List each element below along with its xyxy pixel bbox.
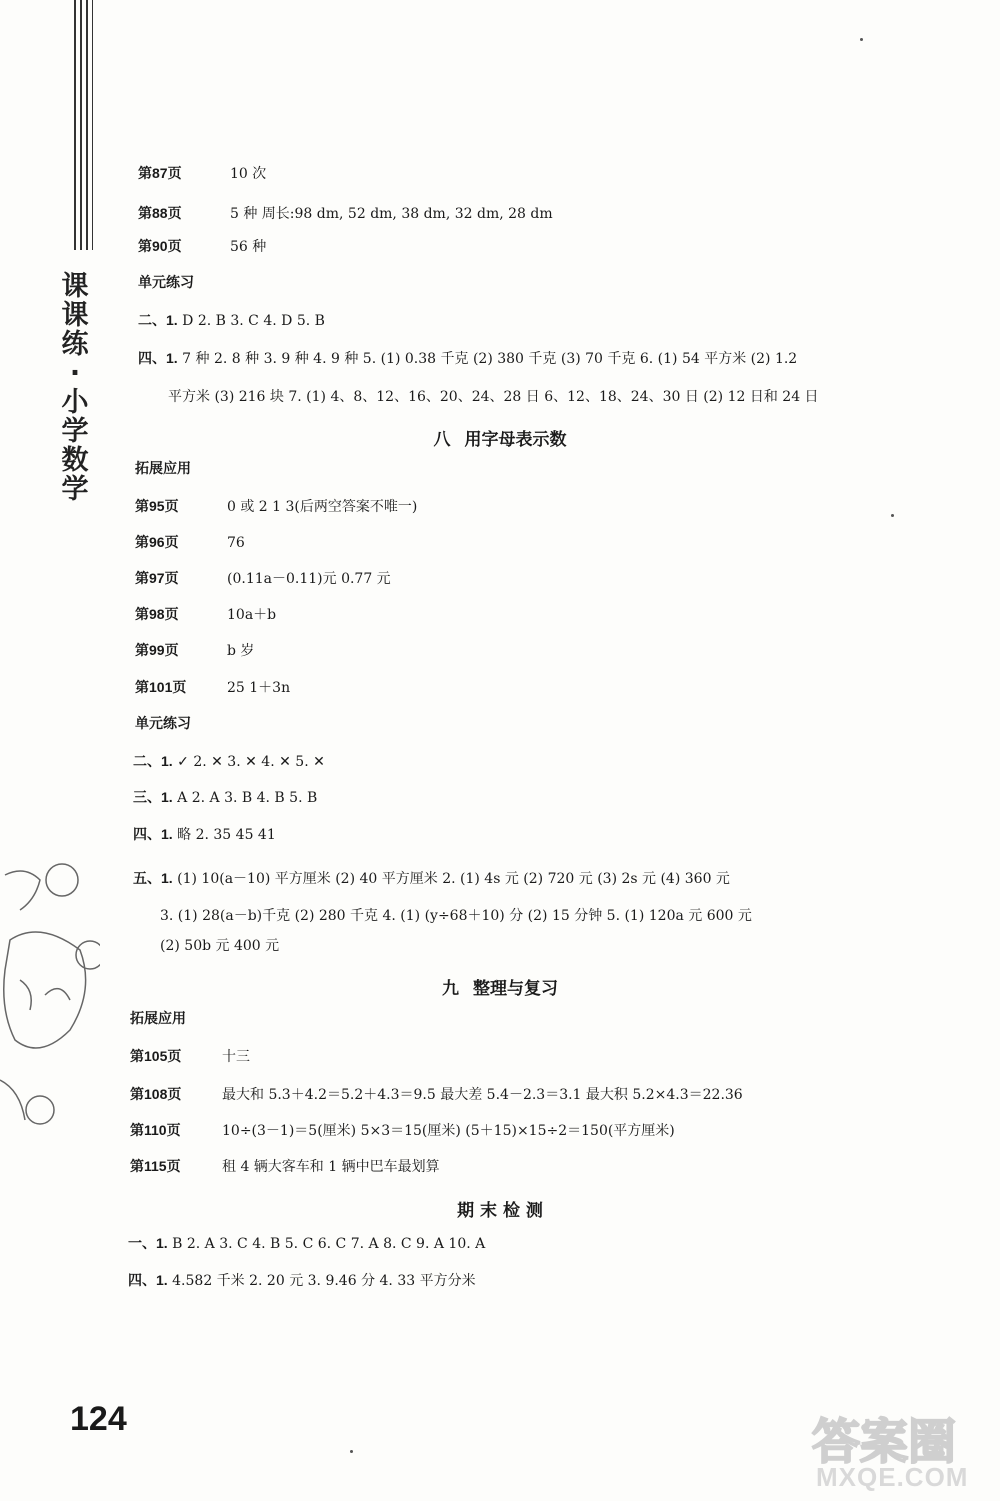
answer-q3 <box>133 787 317 807</box>
answer-q2 <box>138 310 325 330</box>
spine-char: 学 <box>61 474 89 505</box>
answer-text: b 岁 <box>227 643 255 659</box>
answer-q4-line1 <box>138 348 797 368</box>
answer-row-page-88 <box>138 203 553 223</box>
answer-q5-line2: 3. (1) 28(a－b)千克 (2) 280 千克 4. (1) (y÷68＋10) 分 (2) 15 分钟 5. (1) 120a 元 600 元 <box>160 908 752 924</box>
unit-practice-heading: 单元练习 <box>138 274 194 290</box>
answer-text: 0 或 2 1 3(后两空答案不唯一) <box>227 499 418 515</box>
spine-char: · <box>69 358 81 389</box>
question-label: 四、1. <box>128 1272 168 1288</box>
answer-text: D 2. B 3. C 4. D 5. B <box>182 313 325 329</box>
answer-text: (0.11a－0.11)元 0.77 元 <box>227 571 391 587</box>
answer-text: 十三 <box>222 1049 250 1065</box>
answer-row-page-101 <box>135 677 290 697</box>
answer-text: ✓ 2. ✕ 3. ✕ 4. ✕ 5. ✕ <box>177 754 325 770</box>
spine-rule <box>74 0 76 250</box>
page-ref-label: 第97页 <box>135 570 179 586</box>
extension-heading: 拓展应用 <box>135 460 191 476</box>
scan-speck <box>350 1450 353 1453</box>
answer-q4-line2: 平方米 (3) 216 块 7. (1) 4、8、12、16、20、24、28 日 6、12、18、24、30 日 (2) 12 日和 24 日 <box>168 389 819 405</box>
answer-row-page-90 <box>138 236 266 256</box>
scan-speck <box>891 514 894 517</box>
answer-text: 最大和 5.3＋4.2＝5.2＋4.3＝9.5 最大差 5.4－2.3＝3.1 最大积 5.2×4.3＝22.36 <box>222 1087 743 1103</box>
answer-text: 76 <box>227 535 245 551</box>
answer-text: A 2. A 3. B 4. B 5. B <box>177 790 318 806</box>
answer-row-page-97 <box>135 568 391 588</box>
answer-text: 4.582 千米 2. 20 元 3. 9.46 分 4. 33 平方分米 <box>172 1273 476 1289</box>
spine-rule <box>92 0 93 250</box>
answer-row-page-115 <box>130 1156 440 1176</box>
answer-q5-line1 <box>133 868 730 888</box>
chapter-number: 九 <box>442 979 459 999</box>
chapter-heading <box>0 974 1000 999</box>
chapter-title: 整理与复习 <box>473 979 558 999</box>
page-ref-label: 第90页 <box>138 238 182 254</box>
spine-char: 课 <box>61 300 89 331</box>
answer-text: 租 4 辆大客车和 1 辆中巴车最划算 <box>222 1159 440 1175</box>
chapter-title: 用字母表示数 <box>464 430 567 450</box>
answer-text: B 2. A 3. C 4. B 5. C 6. C 7. A 8. C 9. A 10. A <box>172 1236 486 1252</box>
answer-row-page-105 <box>130 1046 250 1066</box>
page-ref-label: 第88页 <box>138 205 182 221</box>
page-ref-label: 第99页 <box>135 642 179 658</box>
answer-row-page-87 <box>138 163 266 183</box>
spine-char: 学 <box>61 416 89 447</box>
answer-row-page-110 <box>130 1120 675 1140</box>
page-ref-label: 第108页 <box>130 1086 182 1102</box>
page-ref-label: 第98页 <box>135 606 179 622</box>
spine-title <box>58 272 92 504</box>
answer-row-page-108 <box>130 1084 743 1104</box>
page-ref-label: 第101页 <box>135 679 187 695</box>
answer-q1 <box>128 1233 485 1253</box>
question-label: 五、1. <box>133 870 173 886</box>
answer-text: 56 种 <box>230 239 267 255</box>
page-ref-label: 第96页 <box>135 534 179 550</box>
answer-q4 <box>133 824 276 844</box>
answer-q2 <box>133 751 325 771</box>
page-ref-label: 第115页 <box>130 1158 181 1174</box>
watermark-url: MXQE.COM <box>816 1462 969 1492</box>
spine-rule <box>86 0 88 250</box>
question-label: 一、1. <box>128 1235 168 1251</box>
final-exam-heading: 期 末 检 测 <box>457 1201 543 1221</box>
answer-row-page-99 <box>135 640 254 660</box>
answer-text: 10÷(3－1)＝5(厘米) 5×3＝15(厘米) (5＋15)×15÷2＝150(平方厘米) <box>222 1123 675 1139</box>
question-label: 三、1. <box>133 789 173 805</box>
chapter-heading <box>0 425 1000 450</box>
watermark-logo-text: 答案圈 <box>812 1414 957 1470</box>
question-label: 四、1. <box>138 350 178 366</box>
spine-char: 小 <box>61 387 89 418</box>
chapter-number: 八 <box>433 430 451 450</box>
spine-rule <box>80 0 82 250</box>
answer-text: 10 次 <box>230 166 267 182</box>
answer-text: 7 种 2. 8 种 3. 9 种 4. 9 种 5. (1) 0.38 千克 (2) 380 千克 (3) 70 千克 6. (1) 54 平方米 (2) 1.2 <box>182 351 798 367</box>
spine-char: 数 <box>61 445 89 476</box>
page-ref-label: 第87页 <box>138 165 182 181</box>
answer-row-page-98 <box>135 604 276 624</box>
spine-char: 练 <box>61 329 89 360</box>
answer-text: 略 2. 35 45 41 <box>177 827 276 843</box>
answer-text: 5 种 周长:98 dm, 52 dm, 38 dm, 32 dm, 28 dm <box>230 206 553 222</box>
question-label: 四、1. <box>133 826 173 842</box>
page-ref-label: 第95页 <box>135 498 179 514</box>
answer-row-page-96 <box>135 532 245 552</box>
page-ref-label: 第110页 <box>130 1122 181 1138</box>
answer-text: (1) 10(a－10) 平方厘米 (2) 40 平方厘米 2. (1) 4s 元 (2) 720 元 (3) 2s 元 (4) 360 元 <box>177 871 730 887</box>
answer-text: 25 1＋3n <box>227 680 291 696</box>
page-number: 124 <box>70 1400 127 1438</box>
extension-heading: 拓展应用 <box>130 1010 186 1026</box>
answer-row-page-95 <box>135 496 417 516</box>
unit-practice-heading: 单元练习 <box>135 715 191 731</box>
spine-char: 课 <box>61 271 89 302</box>
answer-text: 10a＋b <box>227 607 277 623</box>
answer-q4 <box>128 1270 476 1290</box>
scan-speck <box>860 38 863 41</box>
question-label: 二、1. <box>133 753 173 769</box>
question-label: 二、1. <box>138 312 178 328</box>
answer-q5-line3: (2) 50b 元 400 元 <box>160 938 280 954</box>
page-ref-label: 第105页 <box>130 1048 182 1064</box>
